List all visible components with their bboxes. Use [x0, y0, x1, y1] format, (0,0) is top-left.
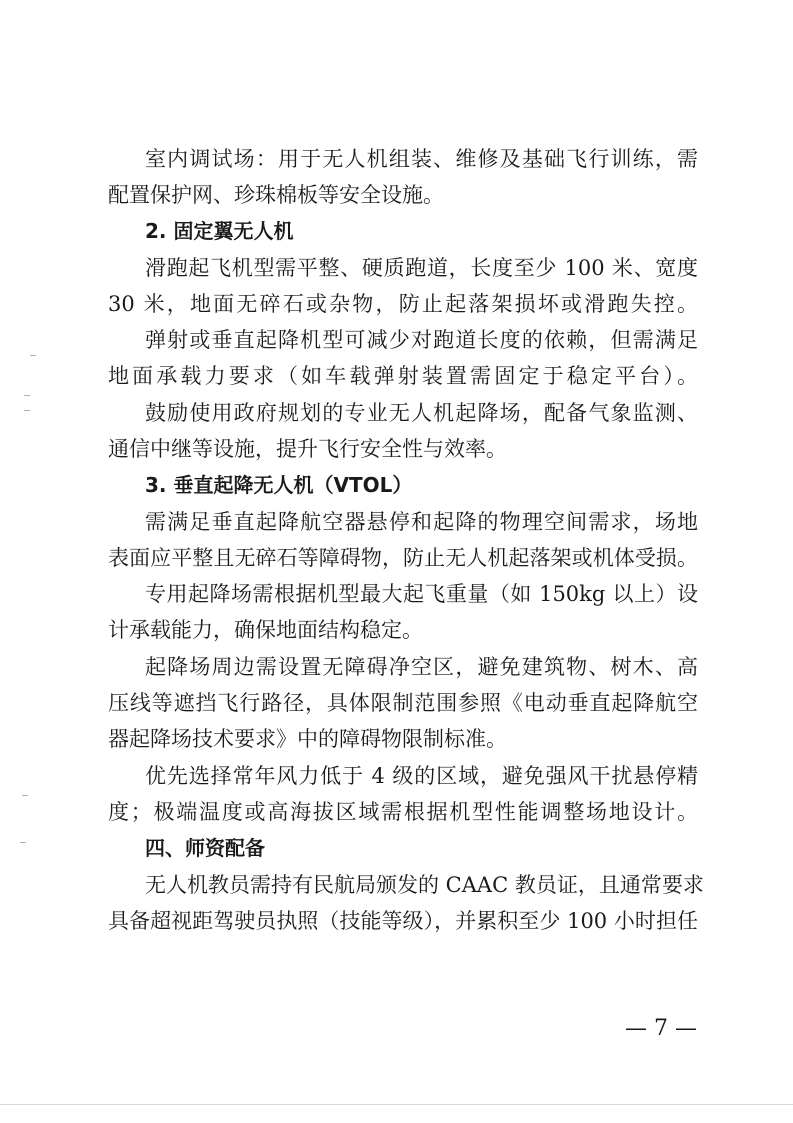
paragraph-clearance-line-1: 起降场周边需设置无障碍净空区，避免建筑物、树木、高	[145, 655, 698, 679]
scan-mark	[30, 355, 36, 356]
paragraph-catapult-line-2: 地面承载力要求（如车载弹射装置需固定于稳定平台）。	[108, 364, 698, 388]
scan-mark	[20, 842, 26, 843]
paragraph-indoor-line-1: 室内调试场：用于无人机组装、维修及基础飞行训练，需	[145, 147, 698, 171]
scan-mark	[22, 795, 28, 796]
paragraph-clearance-line-2: 压线等遮挡飞行路径，具体限制范围参照《电动垂直起降航空	[108, 691, 698, 715]
paragraph-space-line-2: 表面应平整且无碎石等障碍物，防止无人机起落架或机体受损。	[108, 546, 698, 570]
heading-vtol: 3. 垂直起降无人机（VTOL）	[145, 473, 413, 497]
paragraph-encourage-line-2: 通信中继等设施，提升飞行安全性与效率。	[108, 437, 507, 461]
paragraph-runway-line-2: 30 米，地面无碎石或杂物，防止起落架损坏或滑跑失控。	[108, 292, 698, 316]
paragraph-teachers-line-1: 无人机教员需持有民航局颁发的 CAAC 教员证，且通常要求	[145, 873, 704, 897]
heading-fixed-wing: 2. 固定翼无人机	[145, 219, 294, 243]
scan-mark	[24, 395, 30, 396]
paragraph-teachers-line-2: 具备超视距驾驶员执照（技能等级），并累积至少 100 小时担任	[108, 909, 698, 933]
paragraph-wind-line-2: 度；极端温度或高海拔区域需根据机型性能调整场地设计。	[108, 800, 698, 824]
paragraph-clearance-line-3: 器起降场技术要求》中的障碍物限制标准。	[108, 727, 507, 751]
bottom-scan-edge	[0, 1104, 793, 1105]
paragraph-load-line-1: 专用起降场需根据机型最大起飞重量（如 150kg 以上）设	[145, 582, 698, 606]
paragraph-space-line-1: 需满足垂直起降航空器悬停和起降的物理空间需求，场地	[145, 510, 698, 534]
heading-teacher-staffing: 四、师资配备	[145, 836, 265, 860]
paragraph-runway-line-1: 滑跑起飞机型需平整、硬质跑道，长度至少 100 米、宽度	[145, 256, 698, 280]
paragraph-wind-line-1: 优先选择常年风力低于 4 级的区域，避免强风干扰悬停精	[145, 764, 698, 788]
paragraph-catapult-line-1: 弹射或垂直起降机型可减少对跑道长度的依赖，但需满足	[145, 328, 698, 352]
paragraph-indoor-line-2: 配置保护网、珍珠棉板等安全设施。	[108, 183, 444, 207]
page-number: — 7 —	[625, 1016, 697, 1041]
scan-mark	[24, 410, 30, 411]
paragraph-encourage-line-1: 鼓励使用政府规划的专业无人机起降场，配备气象监测、	[145, 401, 698, 425]
paragraph-load-line-2: 计承载能力，确保地面结构稳定。	[108, 618, 423, 642]
